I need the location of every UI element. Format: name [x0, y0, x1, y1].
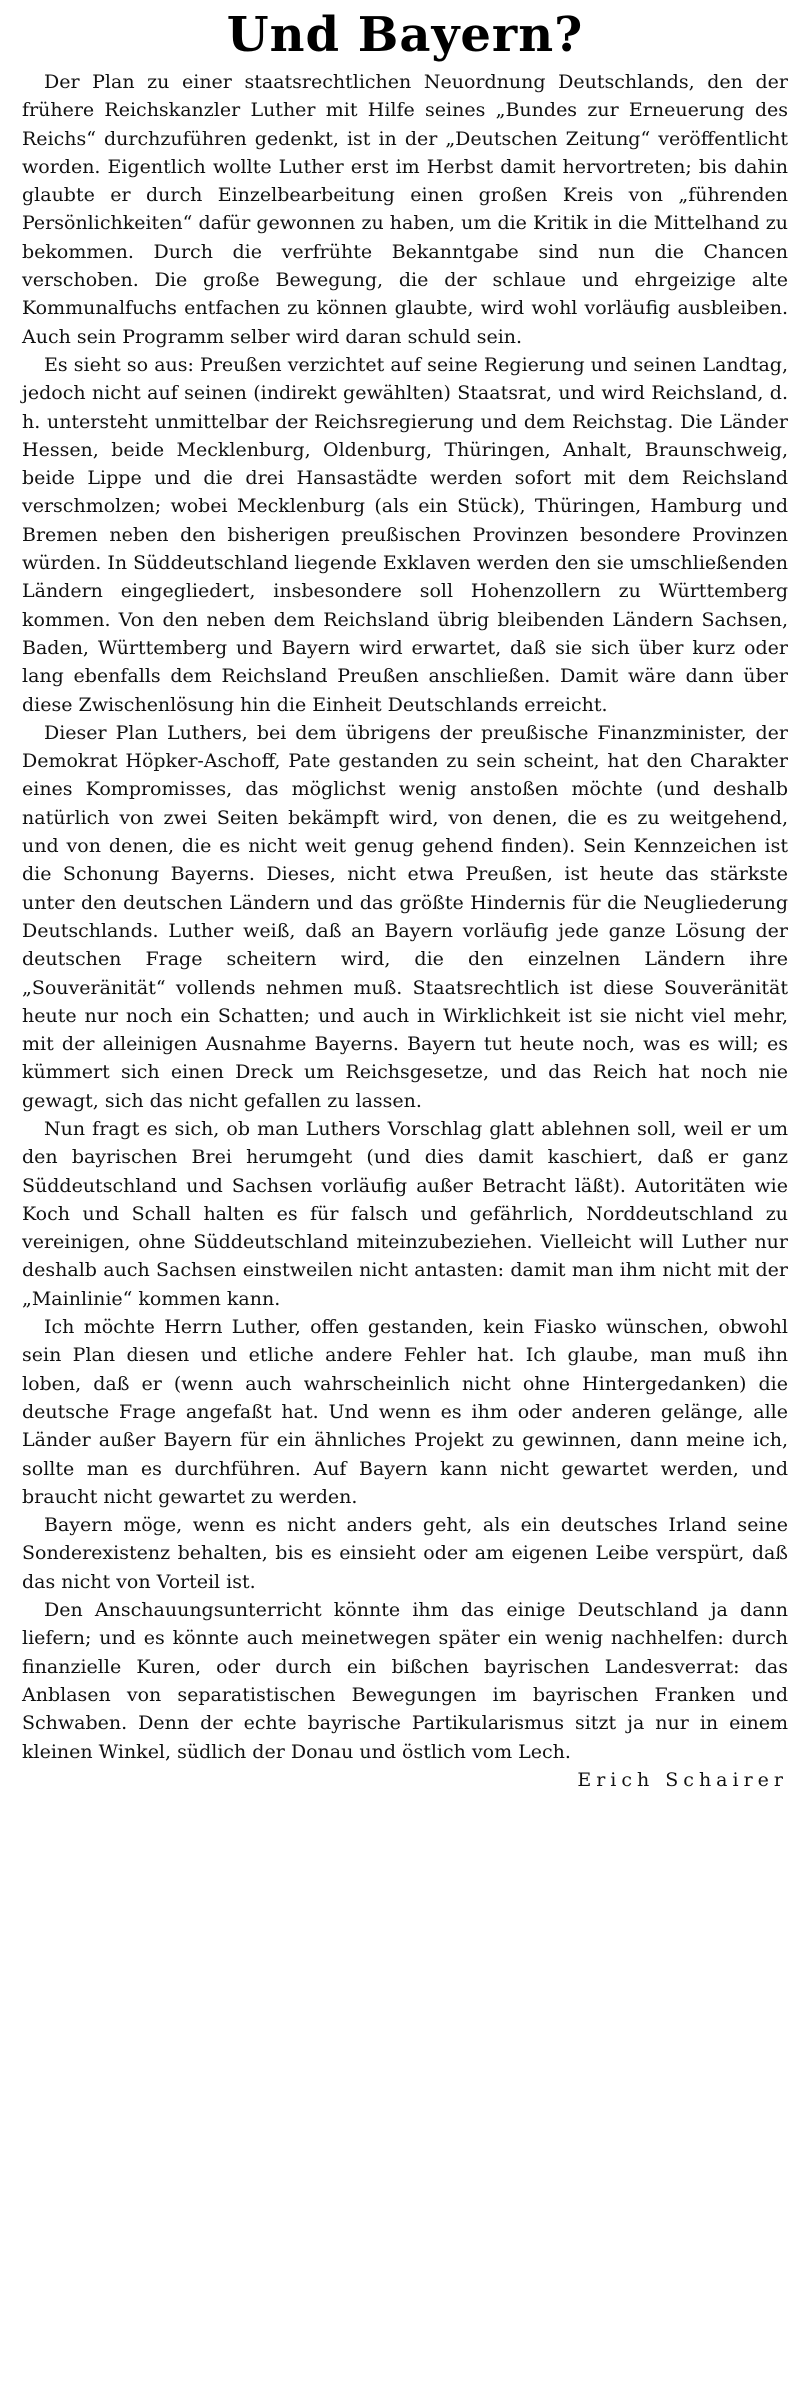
- article-title: Und Bayern?: [226, 7, 584, 63]
- article-paragraph-last: [22, 1596, 788, 1791]
- article: [22, 0, 788, 2400]
- article-paragraph: Nun fragt es sich, ob man Luthers Vorschlag glatt ablehnen soll, weil er um den bayrischen Brei herumgeht (und dies damit kaschiert, daß er ganz Süddeutschland und Sachsen vorläufig außer Betracht läßt). Autoritäten wie Koch und Schall halten es für falsch und gefährlich, Norddeutschland zu vereinigen, ohne Süddeutschland miteinzubeziehen. Vielleicht will Luther nur deshalb auch Sachsen einstweilen nicht antasten: damit man ihm nicht mit der „Mainlinie“ kommen kann.: [22, 1117, 788, 1310]
- article-paragraph: Der Plan zu einer staatsrechtlichen Neuordnung Deutschlands, den der frühere Reichskanzler Luther mit Hilfe seines „Bundes zur Erneuerung des Reichs“ durchzuführen gedenkt, ist in der „Deutschen Zeitung“ veröffentlicht worden. Eigentlich wollte Luther erst im Herbst damit hervortreten; bis dahin glaubte er durch Einzelbearbeitung einen großen Kreis von „führenden Persönlichkeiten“ dafür gewonnen zu haben, um die Kritik in die Mittelhand zu bekommen. Durch die verfrühte Bekanntgabe sind nun die Chancen verschoben. Die große Bewegung, die der schlaue und ehrgeizige alte Kommunalfuchs entfachen zu können glaubte, wird wohl vorläufig ausbleiben. Auch sein Programm selber wird daran schuld sein.: [22, 71, 788, 348]
- article-paragraph: Bayern möge, wenn es nicht anders geht, als ein deutsches Irland seine Sonderexistenz behalten, bis es einsieht oder am eigenen Leibe verspürt, daß das nicht von Vorteil ist.: [22, 1514, 788, 1593]
- article-paragraph: Es sieht so aus: Preußen verzichtet auf seine Regierung und seinen Landtag, jedoch nicht auf seinen (indirekt gewählten) Staatsrat, und wird Reichsland, d. h. untersteht unmittelbar der Reichsregierung und dem Reichstag. Die Länder Hessen, beide Mecklenburg, Oldenburg, Thüringen, Anhalt, Braunschweig, beide Lippe und die drei Hansastädte werden sofort mit dem Reichsland verschmolzen; wobei Mecklenburg (als ein Stück), Thüringen, Hamburg und Bremen neben den bisherigen preußischen Provinzen besondere Provinzen würden. In Süddeutschland liegende Exklaven werden den sie umschließenden Ländern eingegliedert, insbesondere soll Hohenzollern zu Württemberg kommen. Von den neben dem Reichsland übrig bleibenden Ländern Sachsen, Baden, Württemberg und Bayern wird erwartet, daß sie sich über kurz oder lang ebenfalls dem Reichsland Preußen anschließen. Damit wäre dann über diese Zwischenlösung hin die Einheit Deutschlands erreicht.: [22, 353, 788, 716]
- article-body: [22, 68, 788, 1791]
- article-paragraph: Ich möchte Herrn Luther, offen gestanden, kein Fiasko wünschen, obwohl sein Plan diesen und etliche andere Fehler hat. Ich glaube, man muß ihn loben, daß er (wenn auch wahrscheinlich nicht ohne Hintergedanken) die deutsche Frage angefaßt hat. Und wenn es ihm oder anderen gelänge, alle Länder außer Bayern für ein ähnliches Projekt zu gewinnen, dann meine ich, sollte man es durchführen. Auf Bayern kann nicht gewartet werden, und braucht nicht gewartet zu werden.: [22, 1316, 788, 1508]
- article-paragraph-text: Den Anschauungsunterricht könnte ihm das einige Deutschland ja dann liefern; und es könnte auch meinetwegen später ein wenig nachhelfen: durch finanzielle Kuren, oder durch ein bißchen bayrischen Landesverrat: das Anblasen von separatistischen Bewegungen im bayrischen Franken und Schwaben. Denn der echte bayrische Partikularismus sitzt ja nur in einem kleinen Winkel, südlich der Donau und östlich vom Lech.: [22, 1599, 788, 1763]
- article-author: Erich Schairer: [577, 1768, 788, 1791]
- article-paragraph: Dieser Plan Luthers, bei dem übrigens der preußische Finanzminister, der Demokrat Höpker-Aschoff, Pate gestanden zu sein scheint, hat den Charakter eines Kompromisses, das möglichst wenig anstoßen möchte (und deshalb natürlich von zwei Seiten bekämpft wird, von denen, die es zu weitgehend, und von denen, die es nicht weit genug gehend finden). Sein Kennzeichen ist die Schonung Bayerns. Dieses, nicht etwa Preußen, ist heute das stärkste unter den deutschen Ländern und das größte Hindernis für die Neugliederung Deutschlands. Luther weiß, daß an Bayern vorläufig jede ganze Lösung der deutschen Frage scheitern wird, die den einzelnen Ländern ihre „Souveränität“ vollends nehmen muß. Staatsrechtlich ist diese Souveränität heute nur noch ein Schatten; und auch in Wirklichkeit ist sie nicht viel mehr, mit der alleinigen Ausnahme Bayerns. Bayern tut heute noch, was es will; es kümmert sich einen Dreck um Reichsgesetze, und das Reich hat noch nie gewagt, sich das nicht gefallen zu lassen.: [22, 721, 788, 1112]
